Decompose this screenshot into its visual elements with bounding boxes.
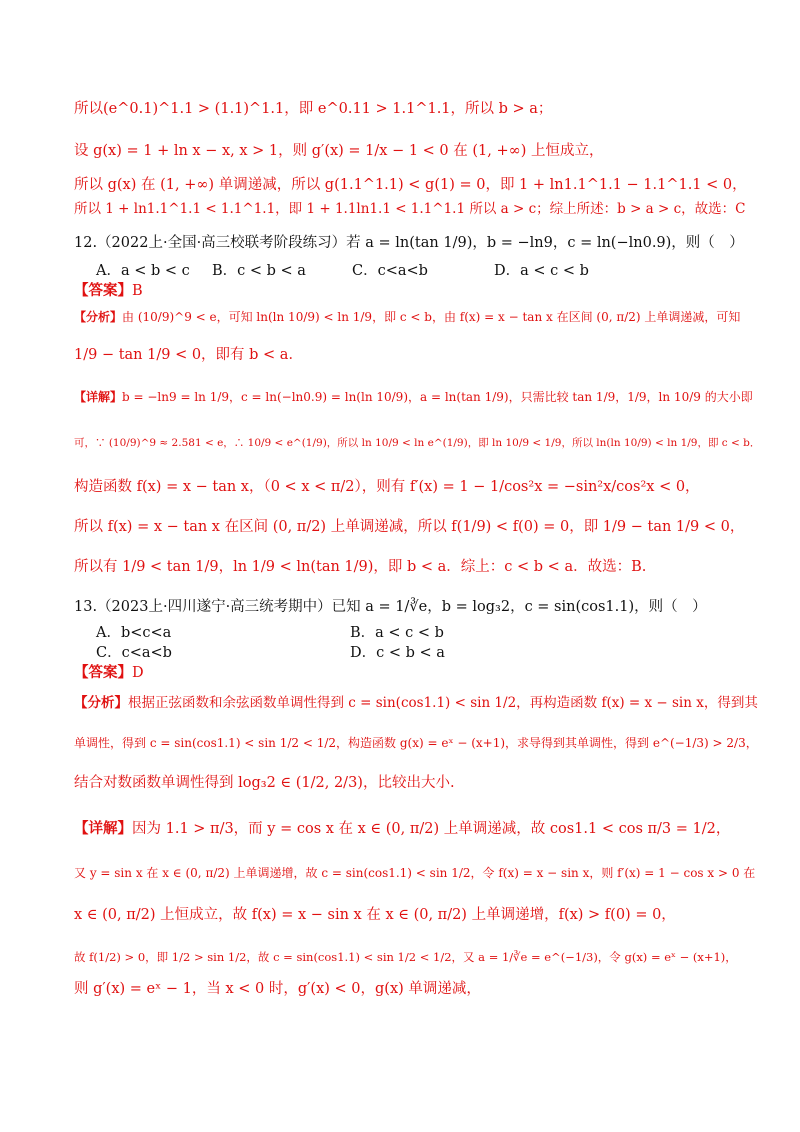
q12-detail-line-4: 所以 f(x) = x − tan x 在区间 (0, π/2) 上单调递减，所以 f(1/9) < f(0) = 0，即 1/9 − tan 1/9 < 0， (74, 519, 745, 535)
q12-detail-line-5: 所以有 1/9 < tan 1/9，ln 1/9 < ln(tan 1/9)，即 b < a．综上：c < b < a．故选：B. (74, 559, 647, 575)
q13-answer (74, 662, 760, 684)
q13-option-c: C．c<a<b (96, 645, 172, 661)
prev-solution-line-4: 所以 1 + ln1.1^1.1 < 1.1^1.1，即 1 + 1.1ln1.1 < 1.1^1.1 所以 a > c；综上所述：b > a > c，故选：C (74, 201, 746, 217)
q12-answer-tag: 【答案】 (74, 282, 132, 299)
prev-solution-line-1: 所以(e^0.1)^1.1 > (1.1)^1.1，即 e^0.11 > 1.1^1.1，所以 b > a； (74, 101, 553, 117)
q13-detail-text-1: 因为 1.1 > π/3，而 y = cos x 在 x ∈ (0, π/2) 上单调递减，故 cos1.1 < cos π/3 = 1/2， (132, 821, 731, 837)
q12-detail-line-3: 构造函数 f(x) = x − tan x，（0 < x < π/2），则有 f′(x) = 1 − 1/cos²x = −sin²x/cos²x < 0， (74, 479, 700, 495)
q12-stem: 12.（2022上·全国·高三校联考阶段练习）若 a = ln(tan 1/9)，b = −ln9，c = ln(−ln0.9)，则（ ） (74, 235, 744, 251)
q12-option-d: D．a < c < b (494, 263, 589, 279)
q12-detail-line-1 (74, 386, 760, 408)
q13-stem: 13.（2023上·四川遂宁·高三统考期中）已知 a = 1/∛e，b = log₃2，c = sin(cos1.1)，则（ ） (74, 599, 707, 615)
q13-detail-line-1 (74, 818, 760, 840)
q13-detail-line-5: 则 g′(x) = eˣ − 1，当 x < 0 时，g′(x) < 0，g(x) 单调递减， (74, 981, 481, 997)
q13-analysis-text-1: 根据正弦函数和余弦函数单调性得到 c = sin(cos1.1) < sin 1/2，再构造函数 f(x) = x − sin x，得到其 (128, 695, 758, 711)
q13-analysis-tag: 【分析】 (74, 695, 128, 711)
q12-analysis-line-2: 1/9 − tan 1/9 < 0，即有 b < a． (74, 347, 303, 363)
q13-option-d: D．c < b < a (350, 645, 445, 661)
q13-detail-line-2: 又 y = sin x 在 x ∈ (0, π/2) 上单调递增，故 c = sin(cos1.1) < sin 1/2，令 f(x) = x − sin x，则 f′(x) = 1 − cos x > 0 在 (74, 866, 756, 880)
q12-detail-text-1: b = −ln9 = ln 1/9，c = ln(−ln0.9) = ln(ln 10/9)，a = ln(tan 1/9)，只需比较 tan 1/9，1/9，ln 10/9 的大小即 (122, 390, 753, 404)
q12-answer (74, 280, 760, 302)
prev-solution-line-2: 设 g(x) = 1 + ln x − x, x > 1，则 g′(x) = 1/x − 1 < 0 在 (1, +∞) 上恒成立， (74, 143, 604, 159)
q13-detail-line-3: x ∈ (0, π/2) 上恒成立，故 f(x) = x − sin x 在 x ∈ (0, π/2) 上单调递增，f(x) > f(0) = 0， (74, 907, 676, 923)
q12-detail-tag: 【详解】 (74, 390, 123, 404)
q12-analysis-line-1 (74, 306, 760, 328)
q13-answer-tag: 【答案】 (74, 664, 132, 681)
q13-analysis-line-1 (74, 692, 760, 714)
q12-analysis-text-1: 由 (10/9)^9 < e，可知 ln(ln 10/9) < ln 1/9，即 c < b，由 f(x) = x − tan x 在区间 (0, π/2) 上单调递减，可知 (122, 310, 741, 324)
q13-answer-value: D (132, 665, 144, 681)
q12-detail-line-2: 可，∵ (10/9)^9 ≈ 2.581 < e，∴ 10/9 < e^(1/9)，所以 ln 10/9 < ln e^(1/9)，即 ln 10/9 < 1/9，所以 ln(ln 10/9) < ln 1/9，即 c < b． (74, 437, 760, 449)
prev-solution-line-3: 所以 g(x) 在 (1, +∞) 单调递减，所以 g(1.1^1.1) < g(1) = 0，即 1 + ln1.1^1.1 − 1.1^1.1 < 0， (74, 177, 747, 193)
q12-answer-value: B (132, 283, 143, 299)
q12-option-a: A．a < b < c (96, 263, 190, 279)
q12-option-c: C．c<a<b (352, 263, 428, 279)
q13-detail-line-4: 故 f(1/2) > 0，即 1/2 > sin 1/2，故 c = sin(cos1.1) < sin 1/2 < 1/2，又 a = 1/∛e = e^(−1/3)，令 g(x) = eˣ − (x+1)， (74, 950, 737, 964)
q13-option-b: B．a < c < b (350, 625, 444, 641)
q13-detail-tag: 【详解】 (74, 820, 132, 837)
q13-option-a: A．b<c<a (96, 625, 172, 641)
q13-analysis-line-3: 结合对数函数单调性得到 log₃2 ∈ (1/2, 2/3)，比较出大小. (74, 775, 455, 791)
q12-analysis-tag: 【分析】 (74, 310, 123, 324)
q13-analysis-line-2: 单调性，得到 c = sin(cos1.1) < sin 1/2 < 1/2，构造函数 g(x) = eˣ − (x+1)，求导得到其单调性，得到 e^(−1/3) > 2/3， (74, 736, 758, 750)
q12-option-b: B．c < b < a (212, 263, 306, 279)
